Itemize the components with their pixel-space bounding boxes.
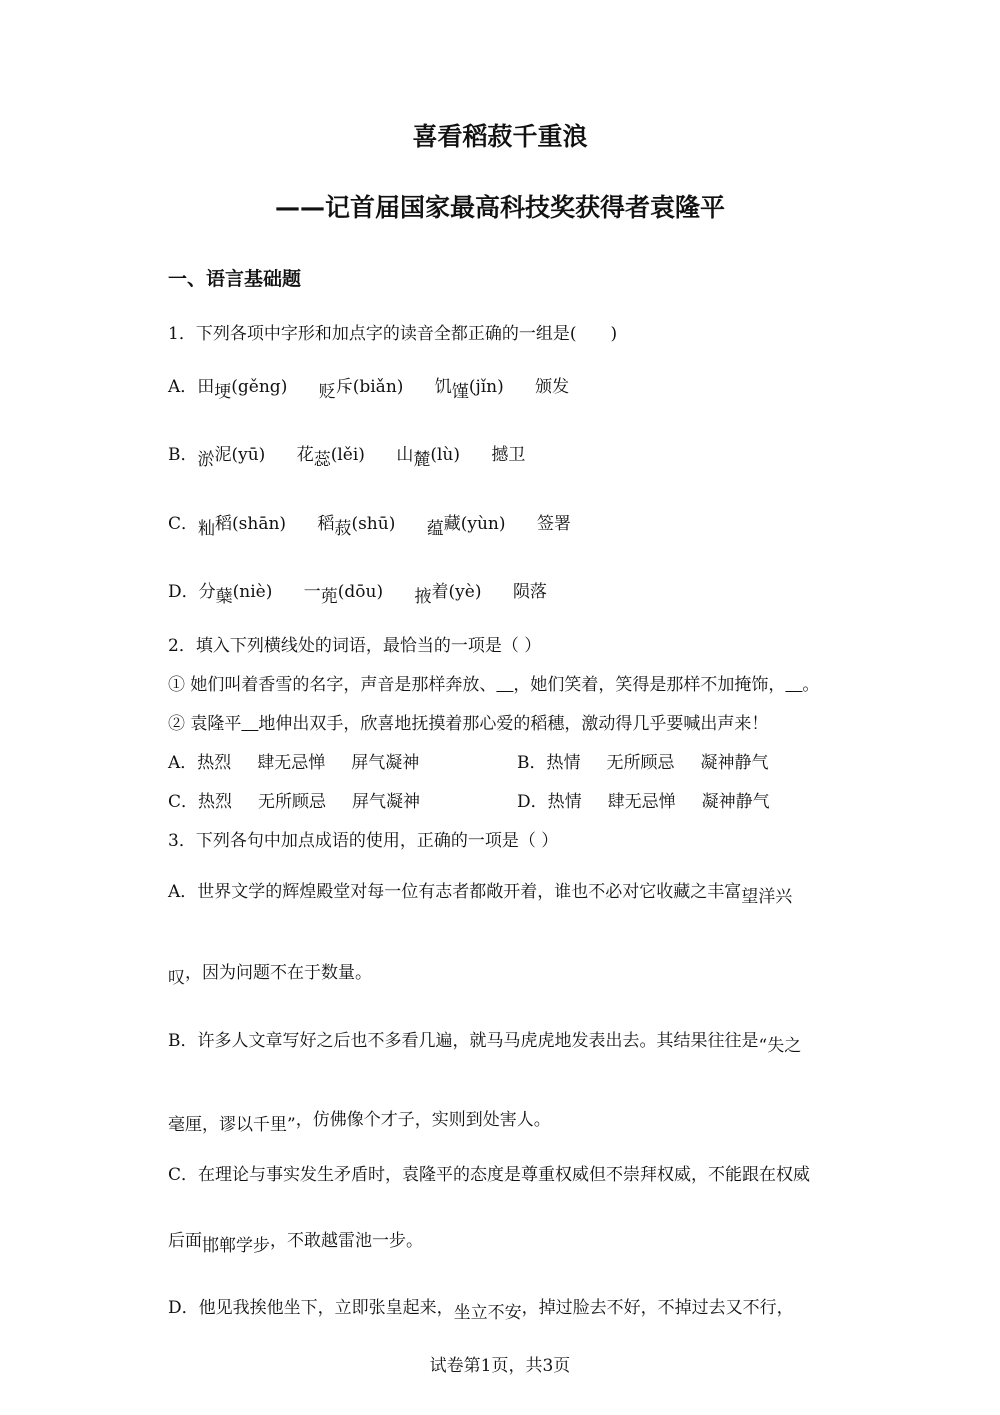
document-title: 喜看稻菽千重浪 <box>412 122 588 151</box>
q1-option-d: D．分蘖(niè) 一蔸(dōu) 掖着(yè) 陨落 <box>168 582 547 607</box>
q3-option-d-line-1: D．他见我挨他坐下，立即张皇起来，坐立不安，掉过脸去不好，不掉过去又不行， <box>168 1298 794 1323</box>
q1-option-c: C．籼稻(shān) 稻菽(shū) 蕴藏(yùn) 签署 <box>168 514 571 539</box>
q3-option-c-line-1: C．在理论与事实发生矛盾时，袁隆平的态度是尊重权威但不崇拜权威，不能跟在权威 <box>168 1165 811 1185</box>
page-footer: 试卷第1页，共3页 <box>429 1356 571 1376</box>
question-1-stem: 1．下列各项中字形和加点字的读音全都正确的一组是( ) <box>168 324 618 344</box>
q3-option-a-line-2: 叹，因为问题不在于数量。 <box>168 963 372 988</box>
q3-option-b-line-2: 毫厘，谬以千里”，仿佛像个才子，实则到处害人。 <box>168 1110 551 1135</box>
q2-sentence-1: ① 她们叫着香雪的名字，声音是那样奔放、 ，她们笑着，笑得是那样不加掩饰， 。 <box>168 675 820 695</box>
question-3-stem: 3．下列各句中加点成语的使用，正确的一项是（ ） <box>168 831 559 851</box>
document-subtitle: ——记首届国家最高科技奖获得者袁隆平 <box>274 193 725 222</box>
q2-option-c: C．热烈 无所顾忌 屏气凝神 <box>168 792 421 812</box>
q1-option-a: A．田埂(gěng) 贬斥(biǎn) 饥馑(jǐn) 颁发 <box>168 377 570 402</box>
q2-option-b: B．热情 无所顾忌 凝神静气 <box>517 753 769 773</box>
q3-option-b-line-1: B．许多人文章写好之后也不多看几遍，就马马虎虎地发表出去。其结果往往是“失之 <box>168 1031 802 1056</box>
q3-option-a-line-1: A．世界文学的辉煌殿堂对每一位有志者都敞开着，谁也不必对它收藏之丰富望洋兴 <box>168 882 793 907</box>
question-2-stem: 2．填入下列横线处的词语，最恰当的一项是（ ） <box>168 636 542 656</box>
q2-sentence-2: ② 袁隆平 地伸出双手，欣喜地抚摸着那心爱的稻穗，激动得几乎要喊出声来！ <box>168 714 769 734</box>
q2-option-a: A．热烈 肆无忌惮 屏气凝神 <box>168 753 420 773</box>
q2-option-d: D．热情 肆无忌惮 凝神静气 <box>517 792 770 812</box>
q3-option-c-line-2: 后面邯郸学步，不敢越雷池一步。 <box>168 1231 423 1256</box>
section-heading: 一、语言基础题 <box>168 268 302 290</box>
q1-option-b: B．淤泥(yū) 花蕊(lěi) 山麓(lù) 撼卫 <box>168 445 526 470</box>
